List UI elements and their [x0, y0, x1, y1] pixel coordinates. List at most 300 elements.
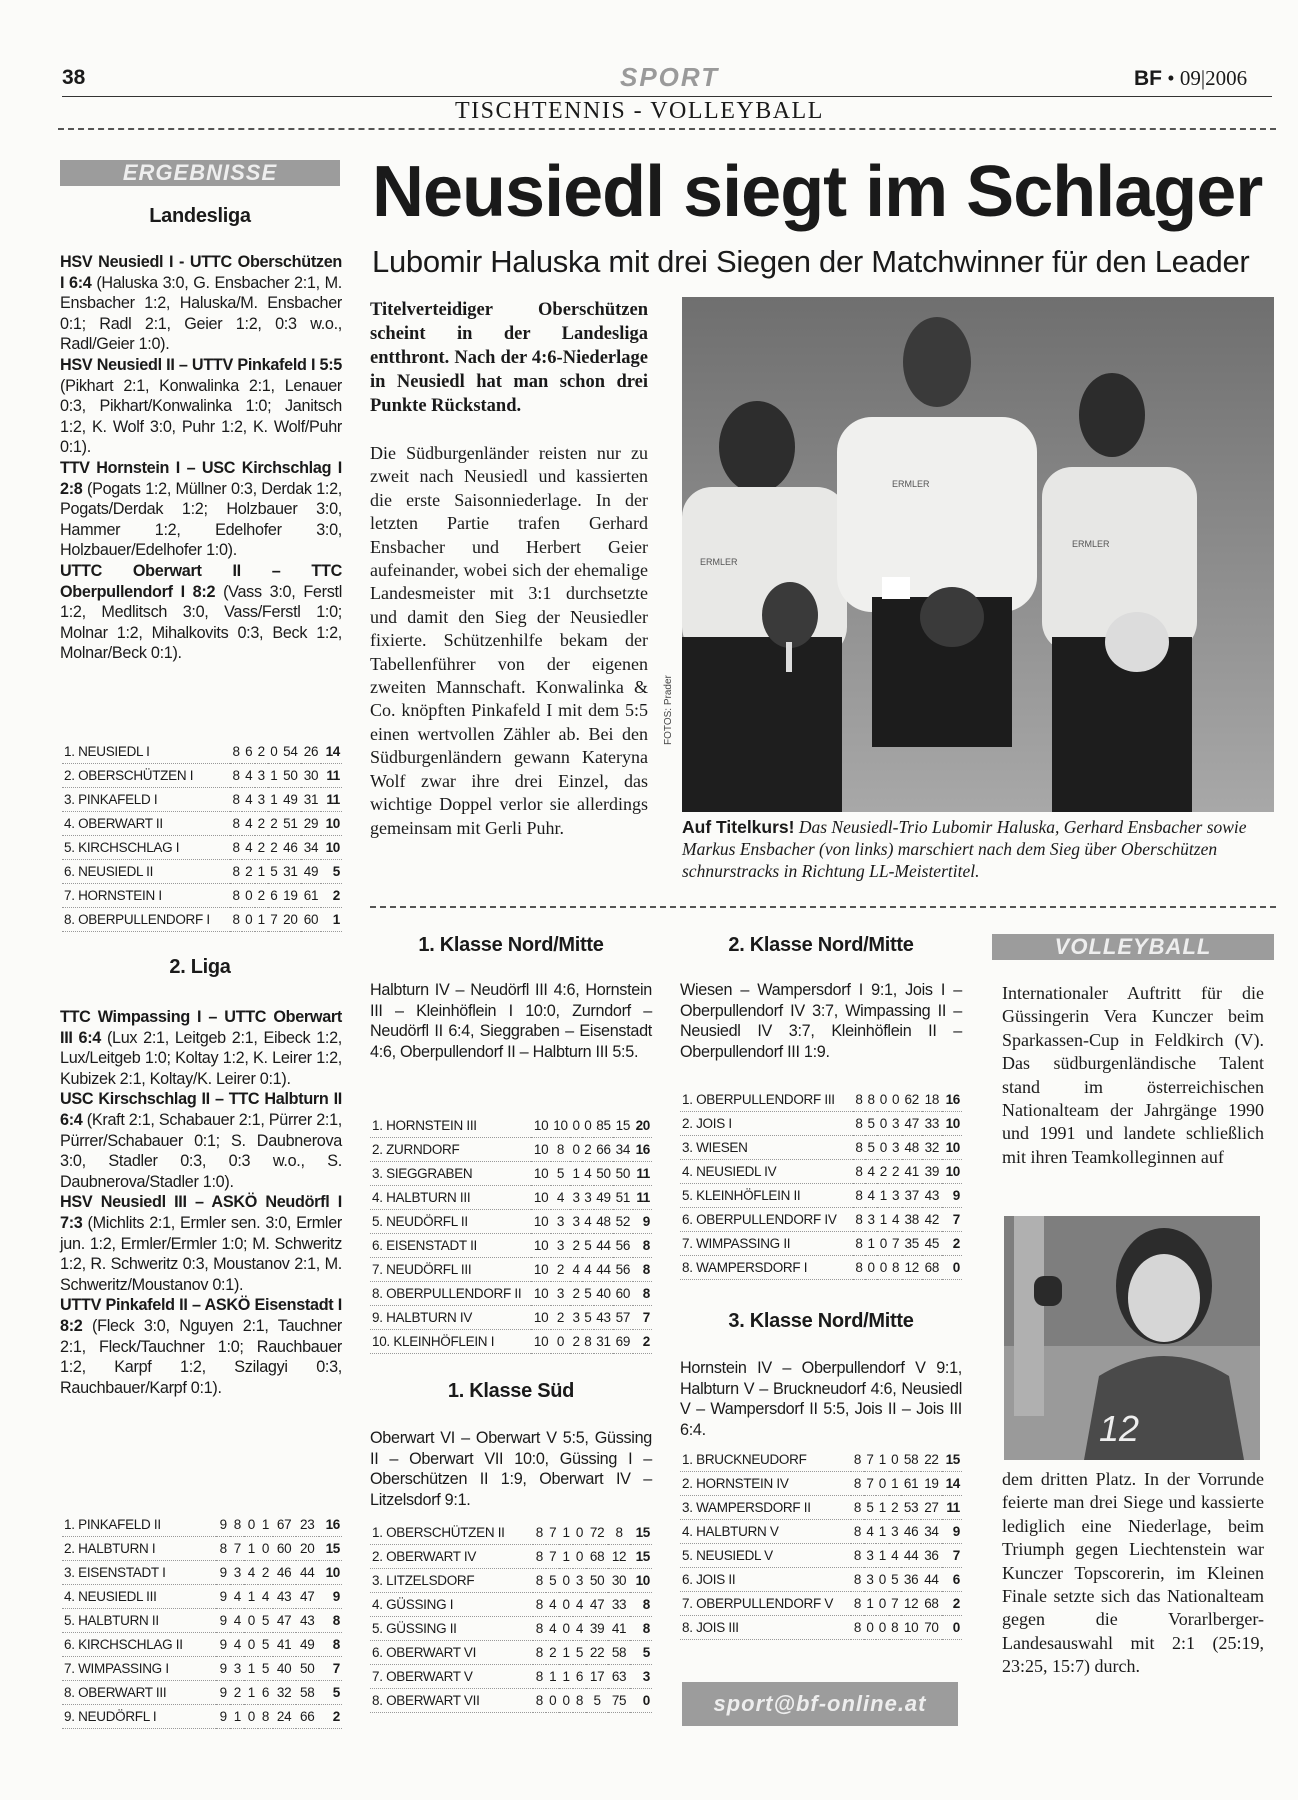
- stat-value: 10: [901, 1616, 921, 1640]
- stat-value: 3: [255, 788, 268, 812]
- team-name: 5. NEUSIEDL V: [680, 1544, 851, 1568]
- stat-value: 8: [230, 836, 243, 860]
- team-name: 4. OBERWART II: [62, 812, 230, 836]
- stat-value: 49: [296, 1633, 319, 1657]
- table-row: [62, 908, 342, 932]
- stat-value: 1: [244, 1537, 258, 1561]
- points: 9: [633, 1210, 652, 1234]
- topics-line: TISCHTENNIS - VOLLEYBALL: [455, 98, 824, 124]
- stat-value: 47: [586, 1593, 608, 1617]
- team-name: 7. WIMPASSING II: [680, 1232, 853, 1256]
- stat-value: 8: [889, 1256, 901, 1280]
- stat-value: 10: [531, 1210, 550, 1234]
- stat-value: 43: [296, 1609, 319, 1633]
- stat-value: 3: [889, 1112, 901, 1136]
- team-name: 5. GÜSSING II: [370, 1617, 533, 1641]
- stat-value: 19: [280, 884, 301, 908]
- stat-value: 0: [242, 908, 255, 932]
- stat-value: 5: [865, 1112, 877, 1136]
- stat-value: 8: [533, 1521, 546, 1545]
- stat-value: 7: [889, 1592, 901, 1616]
- stat-value: 2: [258, 1561, 272, 1585]
- stat-value: 12: [608, 1545, 630, 1569]
- team-name: 2. OBERWART IV: [370, 1545, 533, 1569]
- stat-value: 8: [853, 1136, 865, 1160]
- stat-value: 54: [280, 740, 301, 764]
- subheadline: Lubomir Haluska mit drei Siegen der Matchwinner für den Leader: [372, 244, 1250, 279]
- stat-value: 8: [851, 1544, 863, 1568]
- stat-value: 60: [273, 1537, 296, 1561]
- table-row: [680, 1256, 962, 1280]
- stat-value: 0: [876, 1472, 888, 1496]
- stat-value: 50: [586, 1569, 608, 1593]
- stat-value: 30: [608, 1569, 630, 1593]
- stat-value: 17: [586, 1665, 608, 1689]
- stat-value: 1: [559, 1641, 572, 1665]
- team-name: 2. HALBTURN I: [62, 1537, 216, 1561]
- stat-value: 57: [613, 1306, 632, 1330]
- stat-value: 1: [876, 1496, 888, 1520]
- stat-value: 72: [586, 1521, 608, 1545]
- stat-value: 7: [889, 1232, 901, 1256]
- stat-value: 4: [582, 1210, 594, 1234]
- stat-value: 46: [280, 836, 301, 860]
- stat-value: 8: [533, 1545, 546, 1569]
- jersey-number: 12: [1099, 1408, 1140, 1449]
- stat-value: 9: [216, 1657, 230, 1681]
- stat-value: 70: [921, 1616, 941, 1640]
- stat-value: 8: [853, 1160, 865, 1184]
- stat-value: 3: [865, 1208, 877, 1232]
- stat-value: 0: [877, 1256, 889, 1280]
- stat-value: 0: [268, 740, 281, 764]
- issue-date: 09|2006: [1179, 66, 1248, 90]
- match-result: UTTV Pinkafeld II – ASKÖ Eisenstadt I 8:2 (Fleck 3:0, Nguyen 2:1, Tauchner 2:1, Fleck/Tauchner 1:0; Rauchbauer 1:2, Karpf 1:2, Szilagyi 0:3, Rauchbauer/Karpf 0:1).: [60, 1296, 342, 1397]
- points: 10: [942, 1112, 962, 1136]
- stat-value: 41: [608, 1617, 630, 1641]
- team-name: 8. OBERWART III: [62, 1681, 216, 1705]
- page-number: 38: [62, 66, 86, 89]
- stat-value: 49: [594, 1186, 613, 1210]
- stat-value: 3: [230, 1561, 244, 1585]
- table-row: [370, 1258, 652, 1282]
- caption-kicker: Auf Titelkurs!: [682, 817, 795, 837]
- stat-value: 29: [301, 812, 322, 836]
- stat-value: 31: [594, 1330, 613, 1354]
- table-row: [62, 1633, 342, 1657]
- stat-value: 0: [244, 1705, 258, 1729]
- stat-value: 8: [533, 1689, 546, 1713]
- table-row: [62, 1561, 342, 1585]
- points: 16: [319, 1513, 342, 1537]
- stat-value: 26: [301, 740, 322, 764]
- stat-value: 0: [570, 1138, 582, 1162]
- team-name: 1. PINKAFELD II: [62, 1513, 216, 1537]
- stat-value: 4: [242, 836, 255, 860]
- landesliga-heading: Landesliga: [149, 205, 251, 227]
- points: 2: [942, 1232, 962, 1256]
- stat-value: 5: [582, 1234, 594, 1258]
- stat-value: 43: [922, 1184, 942, 1208]
- stat-value: 8: [608, 1521, 630, 1545]
- stat-value: 47: [273, 1609, 296, 1633]
- stat-value: 47: [902, 1112, 922, 1136]
- stat-value: 1: [889, 1472, 901, 1496]
- points: 8: [630, 1617, 652, 1641]
- stat-value: 5: [864, 1496, 876, 1520]
- stat-value: 40: [273, 1657, 296, 1681]
- table-row: [680, 1568, 962, 1592]
- team-name: 7. OBERPULLENDORF V: [680, 1592, 851, 1616]
- stat-value: 56: [613, 1258, 632, 1282]
- stat-value: 0: [242, 884, 255, 908]
- table-row: [680, 1520, 962, 1544]
- points: 7: [942, 1208, 962, 1232]
- stat-value: 2: [255, 740, 268, 764]
- points: 5: [319, 1681, 342, 1705]
- team-name: 6. NEUSIEDL II: [62, 860, 230, 884]
- stat-value: 18: [922, 1088, 942, 1112]
- table-row: [370, 1282, 652, 1306]
- stat-value: 1: [258, 1513, 272, 1537]
- stat-value: 0: [864, 1616, 876, 1640]
- stat-value: 0: [546, 1689, 559, 1713]
- table-row: [62, 1657, 342, 1681]
- team-name: 1. OBERSCHÜTZEN II: [370, 1521, 533, 1545]
- stat-value: 0: [877, 1136, 889, 1160]
- stat-value: 46: [273, 1561, 296, 1585]
- klasse2-nord-mitte-standings: [680, 1088, 962, 1280]
- table-row: [370, 1617, 652, 1641]
- stat-value: 3: [889, 1136, 901, 1160]
- table-row: [370, 1521, 652, 1545]
- match-result: HSV Neusiedl I - UTTC Oberschützen I 6:4 (Haluska 3:0, G. Ensbacher 2:1, M. Ensbacher 1:2, Haluska/M. Ensbacher 0:1; Radl 2:1, Geier 1:2, 0:3 w.o., Radl/Geier 1:0).: [60, 253, 342, 354]
- points: 15: [942, 1448, 962, 1472]
- stat-value: 22: [921, 1448, 941, 1472]
- stat-value: 4: [889, 1544, 901, 1568]
- section-title: SPORT: [620, 62, 720, 92]
- stat-value: 0: [889, 1088, 901, 1112]
- table-row: [370, 1545, 652, 1569]
- stat-value: 62: [902, 1088, 922, 1112]
- team-name: 6. JOIS II: [680, 1568, 851, 1592]
- stat-value: 0: [573, 1545, 586, 1569]
- stat-value: 4: [230, 1633, 244, 1657]
- stat-value: 0: [244, 1609, 258, 1633]
- stat-value: 27: [921, 1496, 941, 1520]
- table-row: [680, 1136, 962, 1160]
- stat-value: 8: [230, 860, 243, 884]
- stat-value: 51: [280, 812, 301, 836]
- stat-value: 68: [586, 1545, 608, 1569]
- stat-value: 46: [901, 1520, 921, 1544]
- contact-email-link[interactable]: sport@bf-online.at: [682, 1682, 958, 1726]
- stat-value: 10: [531, 1306, 550, 1330]
- match-result: USC Kirschschlag II – TTC Halbturn II 6:4 (Kraft 2:1, Schabauer 2:1, Pürrer 2:1, Pürrer/Schabauer 0:1; S. Daubnerova 3:0, Stadler 0:3, 0:3 w.o., S. Daubnerova/Stadler 1:0).: [60, 1090, 343, 1191]
- stat-value: 2: [242, 860, 255, 884]
- stat-value: 22: [586, 1641, 608, 1665]
- stat-value: 52: [613, 1210, 632, 1234]
- points: 15: [319, 1537, 342, 1561]
- table-row: [62, 1513, 342, 1537]
- klasse2-nord-mitte-results: Wiesen – Wampersdorf I 9:1, Jois I – Oberpullendorf IV 3:7, Wimpassing II – Neusiedl IV 3:7, Kleinhöflein II – Oberpullendorf III 1:9.: [680, 981, 962, 1061]
- stat-value: 1: [244, 1657, 258, 1681]
- stat-value: 10: [531, 1114, 550, 1138]
- table-row: [680, 1208, 962, 1232]
- stat-value: 5: [258, 1633, 272, 1657]
- points: 10: [942, 1160, 962, 1184]
- points: 5: [321, 860, 342, 884]
- stat-value: 8: [573, 1689, 586, 1713]
- stat-value: 10: [531, 1258, 550, 1282]
- stat-value: 5: [258, 1609, 272, 1633]
- klasse1-nord-mitte-standings: [370, 1114, 652, 1354]
- stat-value: 32: [922, 1136, 942, 1160]
- stat-value: 48: [902, 1136, 922, 1160]
- stat-value: 2: [546, 1641, 559, 1665]
- stat-value: 0: [876, 1616, 888, 1640]
- stat-value: 9: [216, 1585, 230, 1609]
- stat-value: 1: [244, 1681, 258, 1705]
- team-name: 3. EISENSTADT I: [62, 1561, 216, 1585]
- stat-value: 40: [594, 1282, 613, 1306]
- stat-value: 0: [570, 1114, 582, 1138]
- stat-value: 61: [901, 1472, 921, 1496]
- table-row: [680, 1184, 962, 1208]
- team-name: 7. NEUDÖRFL III: [370, 1258, 531, 1282]
- points: 8: [630, 1593, 652, 1617]
- stat-value: 56: [613, 1234, 632, 1258]
- stat-value: 49: [301, 860, 322, 884]
- match-result: TTC Wimpassing I – UTTC Oberwart III 6:4 (Lux 2:1, Leitgeb 2:1, Eibeck 1:2, Lux/Leitgeb 1:0; Koltay 1:2, K. Leirer 1:2, Kubizek 2:1, Koltay/K. Leirer 0:1).: [60, 1008, 342, 1088]
- header-rule: [62, 96, 1272, 97]
- points: 7: [633, 1306, 652, 1330]
- stat-value: 1: [877, 1184, 889, 1208]
- stat-value: 0: [889, 1448, 901, 1472]
- stat-value: 2: [230, 1681, 244, 1705]
- stat-value: 8: [230, 740, 243, 764]
- jersey-text: ERMLER: [892, 479, 930, 489]
- stat-value: 67: [273, 1513, 296, 1537]
- team-name: 1. HORNSTEIN III: [370, 1114, 531, 1138]
- points: 14: [942, 1472, 962, 1496]
- stat-value: 8: [853, 1256, 865, 1280]
- stat-value: 5: [582, 1282, 594, 1306]
- stat-value: 8: [853, 1208, 865, 1232]
- stat-value: 5: [258, 1657, 272, 1681]
- photo-credit: FOTOS: Prader: [663, 675, 674, 745]
- stat-value: 6: [242, 740, 255, 764]
- klasse1-nord-mitte-heading: 1. Klasse Nord/Mitte: [418, 934, 604, 956]
- stat-value: 4: [582, 1162, 594, 1186]
- table-row: [62, 788, 342, 812]
- stat-value: 0: [573, 1521, 586, 1545]
- table-row: [62, 1585, 342, 1609]
- caption-text: Das Neusiedl-Trio Lubomir Haluska, Gerhard Ensbacher sowie Markus Ensbacher (von links) marschiert nach dem Sieg über Oberschützen schnurstracks in Richtung LL-Meistertitel.: [682, 817, 1247, 881]
- team-name: 9. NEUDÖRFL I: [62, 1705, 216, 1729]
- match-result: UTTC Oberwart II – TTC Oberpullendorf I 8:2 (Vass 3:0, Ferstl 1:2, Medlitsch 3:0, Vass/Ferstl 1:0; Molnar 1:2, Mihalkovits 0:3, Beck 1:2, Molnar/Beck 0:1).: [60, 561, 342, 663]
- stat-value: 4: [551, 1186, 570, 1210]
- stat-value: 8: [889, 1616, 901, 1640]
- stat-value: 68: [921, 1592, 941, 1616]
- points: 0: [942, 1616, 962, 1640]
- landesliga-standings: [62, 740, 342, 932]
- stat-value: 5: [889, 1568, 901, 1592]
- table-row: [62, 740, 342, 764]
- stat-value: 8: [851, 1496, 863, 1520]
- stat-value: 5: [546, 1569, 559, 1593]
- stat-value: 1: [268, 764, 281, 788]
- stat-value: 0: [877, 1088, 889, 1112]
- stat-value: 3: [230, 1657, 244, 1681]
- points: 10: [942, 1136, 962, 1160]
- stat-value: 60: [613, 1282, 632, 1306]
- stat-value: 5: [582, 1306, 594, 1330]
- stat-value: 39: [922, 1160, 942, 1184]
- stat-value: 37: [902, 1184, 922, 1208]
- points: 10: [321, 812, 342, 836]
- match-result: HSV Neusiedl III – ASKÖ Neudörfl I 7:3 (Michlits 2:1, Ermler sen. 3:0, Ermler jun. 1:2, Ermler/Ermler 1:0; M. Schweritz 1:2, R. Schweritz 0:3, Moustanov 2:1, M. Schweritz/Moustanov 0:1).: [60, 1193, 343, 1294]
- stat-value: 44: [296, 1561, 319, 1585]
- stat-value: 0: [877, 1112, 889, 1136]
- stat-value: 12: [901, 1592, 921, 1616]
- stat-value: 34: [613, 1138, 632, 1162]
- stat-value: 31: [301, 788, 322, 812]
- stat-value: 2: [255, 884, 268, 908]
- jersey-text: ERMLER: [700, 557, 738, 567]
- points: 10: [319, 1561, 342, 1585]
- team-name: 4. GÜSSING I: [370, 1593, 533, 1617]
- stat-value: 7: [230, 1537, 244, 1561]
- stat-value: 48: [594, 1210, 613, 1234]
- stat-value: 7: [864, 1472, 876, 1496]
- headline: Neusiedl siegt im Schlager: [372, 152, 1263, 232]
- stat-value: 58: [296, 1681, 319, 1705]
- stat-value: 85: [594, 1114, 613, 1138]
- table-row: [370, 1689, 652, 1713]
- stat-value: 6: [573, 1665, 586, 1689]
- stat-value: 60: [301, 908, 322, 932]
- match-result: HSV Neusiedl II – UTTV Pinkafeld I 5:5 (Pikhart 2:1, Konwalinka 2:1, Lenauer 0:3, Pikhart/Konwalinka 1:0; Janitsch 1:2, K. Wolf 3:0, Puhr 1:2, K. Wolf/Puhr 0:1).: [60, 355, 342, 457]
- stat-value: 5: [573, 1641, 586, 1665]
- stat-value: 33: [608, 1593, 630, 1617]
- points: 11: [942, 1496, 962, 1520]
- stat-value: 10: [531, 1186, 550, 1210]
- stat-value: 0: [244, 1513, 258, 1537]
- stat-value: 0: [876, 1568, 888, 1592]
- stat-value: 8: [216, 1537, 230, 1561]
- stat-value: 38: [902, 1208, 922, 1232]
- results-label: ERGEBNISSE: [60, 160, 340, 186]
- klasse1-sued-heading: 1. Klasse Süd: [447, 1380, 575, 1402]
- stat-value: 7: [546, 1545, 559, 1569]
- klasse3-nord-mitte-results: Hornstein IV – Oberpullendorf V 9:1, Halbturn V – Bruckneudorf 4:6, Neusiedl V – Wampersdorf II 5:5, Jois II – Jois III 6:4.: [680, 1359, 962, 1439]
- table-row: [370, 1569, 652, 1593]
- table-row: [680, 1160, 962, 1184]
- points: 8: [319, 1609, 342, 1633]
- stat-value: 5: [268, 860, 281, 884]
- stat-value: 10: [531, 1138, 550, 1162]
- points: 15: [630, 1521, 652, 1545]
- stat-value: 9: [216, 1705, 230, 1729]
- stat-value: 1: [865, 1232, 877, 1256]
- points: 16: [942, 1088, 962, 1112]
- points: 1: [321, 908, 342, 932]
- stat-value: 66: [296, 1705, 319, 1729]
- stat-value: 8: [853, 1088, 865, 1112]
- stat-value: 2: [889, 1160, 901, 1184]
- table-row: [62, 812, 342, 836]
- stat-value: 8: [851, 1520, 863, 1544]
- stat-value: 41: [902, 1160, 922, 1184]
- stat-value: 2: [255, 812, 268, 836]
- stat-value: 3: [573, 1569, 586, 1593]
- publication-name: BF: [1134, 67, 1162, 90]
- liga2-standings: [62, 1513, 342, 1729]
- points: 2: [321, 884, 342, 908]
- stat-value: 50: [280, 764, 301, 788]
- stat-value: 1: [876, 1544, 888, 1568]
- points: 11: [321, 788, 342, 812]
- team-name: 1. BRUCKNEUDORF: [680, 1448, 851, 1472]
- stat-value: 2: [551, 1258, 570, 1282]
- stat-value: 34: [921, 1520, 941, 1544]
- table-row: [680, 1496, 962, 1520]
- separator-dot: •: [1167, 66, 1175, 90]
- team-name: 7. OBERWART V: [370, 1665, 533, 1689]
- stat-value: 2: [570, 1234, 582, 1258]
- stat-value: 1: [255, 860, 268, 884]
- team-name: 7. WIMPASSING I: [62, 1657, 216, 1681]
- points: 8: [633, 1258, 652, 1282]
- table-row: [62, 1537, 342, 1561]
- table-row: [370, 1186, 652, 1210]
- team-name: 3. LITZELSDORF: [370, 1569, 533, 1593]
- stat-value: 1: [268, 788, 281, 812]
- stat-value: 4: [230, 1585, 244, 1609]
- points: 8: [633, 1282, 652, 1306]
- points: 6: [942, 1568, 962, 1592]
- table-row: [680, 1472, 962, 1496]
- stat-value: 61: [301, 884, 322, 908]
- team-photo: [682, 297, 1274, 812]
- stat-value: 45: [922, 1232, 942, 1256]
- stat-value: 44: [594, 1234, 613, 1258]
- stat-value: 8: [230, 764, 243, 788]
- stat-value: 8: [533, 1641, 546, 1665]
- stat-value: 8: [851, 1448, 863, 1472]
- points: 11: [321, 764, 342, 788]
- liga2-heading: 2. Liga: [169, 956, 231, 978]
- stat-value: 7: [864, 1448, 876, 1472]
- table-row: [680, 1616, 962, 1640]
- team-name: 2. JOIS I: [680, 1112, 853, 1136]
- table-row: [62, 860, 342, 884]
- photo-caption: [682, 816, 1274, 882]
- klasse1-sued-results: Oberwart VI – Oberwart V 5:5, Güssing II – Oberwart VII 10:0, Güssing I – Oberschützen II 1:9, Oberwart IV – Litzelsdorf 9:1.: [370, 1429, 652, 1509]
- stat-value: 1: [570, 1162, 582, 1186]
- stat-value: 36: [921, 1544, 941, 1568]
- stat-value: 8: [851, 1568, 863, 1592]
- team-name: 7. HORNSTEIN I: [62, 884, 230, 908]
- stat-value: 1: [559, 1665, 572, 1689]
- stat-value: 2: [877, 1160, 889, 1184]
- stat-value: 0: [582, 1114, 594, 1138]
- stat-value: 9: [216, 1609, 230, 1633]
- stat-value: 4: [864, 1520, 876, 1544]
- volleyball-label: VOLLEYBALL: [992, 934, 1274, 960]
- team-name: 4. NEUSIEDL IV: [680, 1160, 853, 1184]
